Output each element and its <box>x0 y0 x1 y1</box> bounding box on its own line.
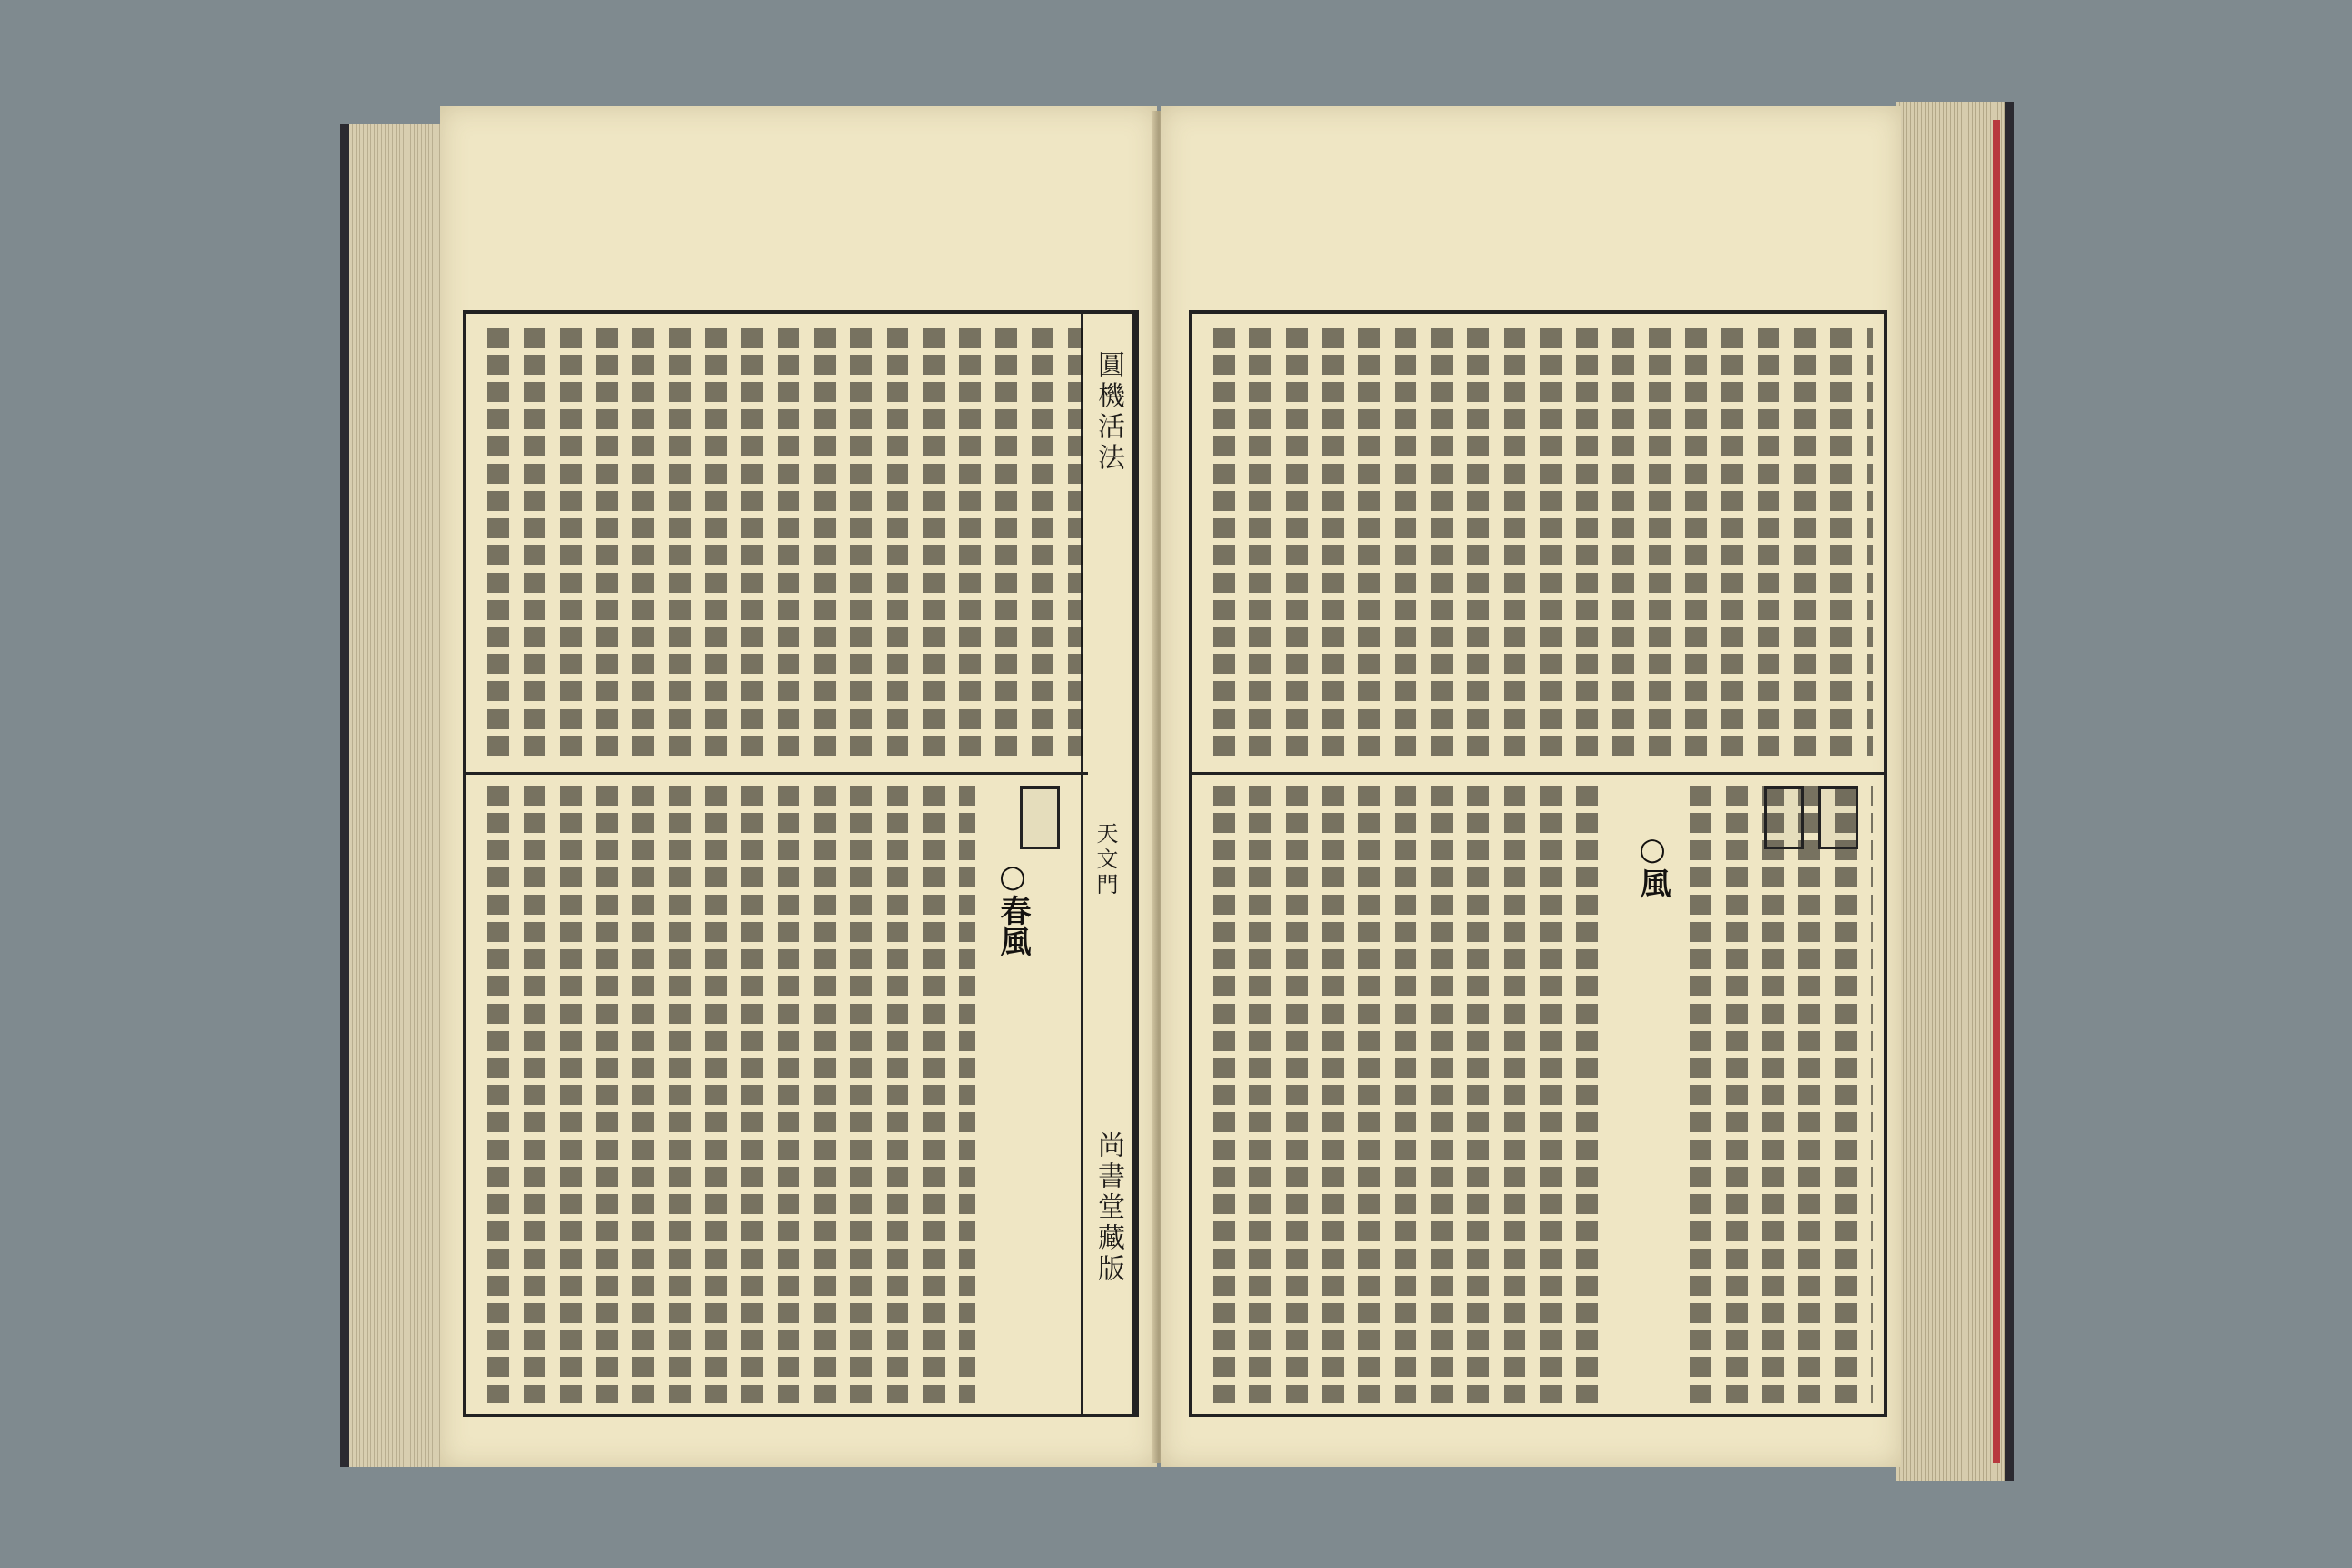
left-page <box>440 106 1157 1467</box>
page-edges-left <box>340 124 449 1467</box>
open-book <box>340 102 2014 1481</box>
right-page <box>1161 106 1901 1467</box>
left-divider <box>466 772 1088 775</box>
publisher-footer: 尚書堂藏版 <box>1093 1131 1124 1285</box>
left-page-frame <box>463 310 1139 1417</box>
section-heading-wind: ○風 <box>1634 831 1671 898</box>
running-title: 圓機活法 <box>1093 350 1124 474</box>
left-lower-text-block <box>480 786 975 1403</box>
boxed-label <box>1818 786 1858 849</box>
right-upper-text-block <box>1206 328 1873 763</box>
left-upper-text-block <box>480 328 1083 763</box>
right-page-frame <box>1189 310 1887 1417</box>
chapter-label: 天文門 <box>1093 822 1118 898</box>
boxed-label <box>1764 786 1804 849</box>
right-divider <box>1192 772 1884 775</box>
left-margin-column <box>1081 314 1135 1414</box>
right-lower-text-block-left <box>1206 786 1605 1403</box>
right-lower-text-block-right <box>1682 786 1873 1403</box>
section-heading-spring-wind: ○春風 <box>995 858 1031 956</box>
page-edges-right <box>1896 102 2014 1481</box>
boxed-label <box>1020 786 1060 849</box>
